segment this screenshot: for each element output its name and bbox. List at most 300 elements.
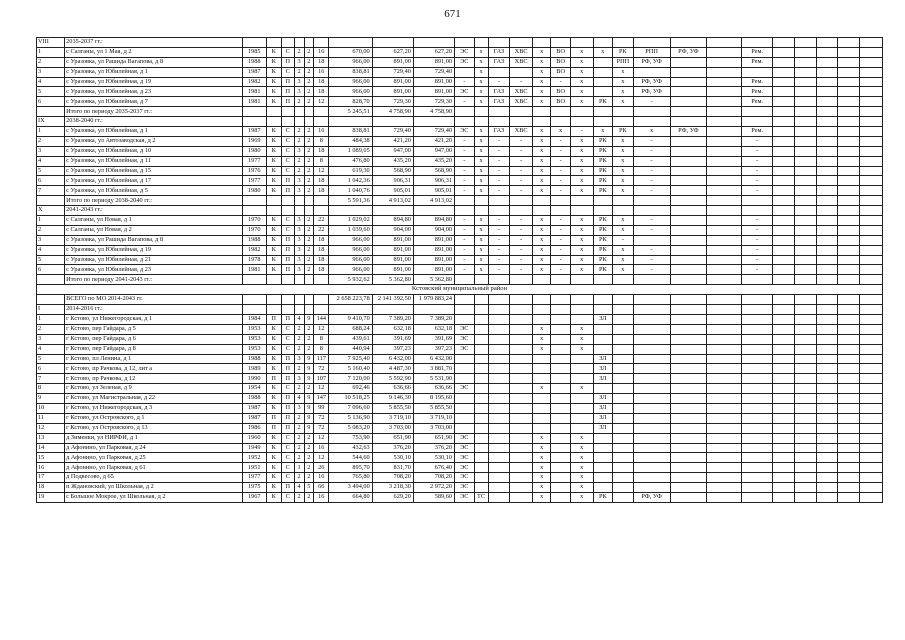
table-cell: [593, 117, 612, 127]
table-cell: [816, 255, 838, 265]
table-cell: [266, 117, 281, 127]
table-cell: ВО: [551, 47, 570, 57]
table-cell: РК: [593, 146, 612, 156]
table-cell: 708,20: [413, 473, 454, 483]
table-cell: ЗЛ: [593, 403, 612, 413]
table-cell: [532, 354, 550, 364]
table-cell: [613, 206, 634, 216]
table-cell: [860, 394, 883, 404]
table-cell: [670, 463, 707, 473]
table-cell: -: [488, 216, 510, 226]
table-cell: [773, 67, 795, 77]
table-cell: [455, 38, 474, 48]
table-row-item: [37, 77, 883, 87]
table-cell: 891,00: [413, 265, 454, 275]
table-cell: [613, 423, 634, 433]
table-cell: -: [488, 156, 510, 166]
table-cell: [773, 136, 795, 146]
table-cell: С: [281, 384, 294, 394]
table-cell: [795, 265, 817, 275]
table-cell: х: [570, 334, 593, 344]
table-cell: х: [474, 245, 488, 255]
table-cell: 2: [37, 225, 65, 235]
table-cell: [741, 314, 772, 324]
table-cell: [570, 117, 593, 127]
table-cell: х: [532, 255, 550, 265]
table-cell: -: [488, 146, 510, 156]
table-cell: х: [474, 67, 488, 77]
table-cell: [816, 97, 838, 107]
table-cell: [633, 67, 670, 77]
table-cell: [474, 107, 488, 117]
table-cell: [613, 275, 634, 285]
table-cell: 9: [304, 314, 314, 324]
table-cell: -: [488, 235, 510, 245]
table-cell: [838, 255, 860, 265]
table-cell: [474, 38, 488, 48]
table-row-total: [37, 275, 883, 285]
table-cell: 147: [314, 394, 329, 404]
table-cell: [551, 413, 570, 423]
table-cell: х: [532, 136, 550, 146]
table-cell: [816, 186, 838, 196]
table-cell: 9: [304, 403, 314, 413]
table-cell: [304, 295, 314, 305]
table-cell: х: [570, 483, 593, 493]
table-cell: [510, 473, 533, 483]
table-cell: 16: [314, 443, 329, 453]
table-cell: 66: [314, 483, 329, 493]
table-cell: [593, 324, 612, 334]
table-cell: [816, 295, 838, 305]
table-cell: [816, 314, 838, 324]
table-cell: П: [281, 176, 294, 186]
table-cell: х: [593, 127, 612, 137]
table-row-item: [37, 136, 883, 146]
table-cell: [860, 473, 883, 483]
table-cell: [816, 453, 838, 463]
table-cell: с Салганы, ул Новая, д 1: [65, 216, 243, 226]
table-cell: [281, 38, 294, 48]
table-cell: [488, 344, 510, 354]
table-cell: [741, 324, 772, 334]
table-cell: [613, 305, 634, 315]
table-cell: [633, 38, 670, 48]
table-cell: [795, 225, 817, 235]
table-cell: [707, 87, 742, 97]
table-cell: [741, 443, 772, 453]
table-cell: [570, 295, 593, 305]
table-cell: РК: [593, 255, 612, 265]
table-cell: П: [281, 483, 294, 493]
table-cell: С: [281, 463, 294, 473]
table-cell: [816, 364, 838, 374]
table-row-item: [37, 97, 883, 107]
table-cell: [570, 206, 593, 216]
table-cell: [633, 324, 670, 334]
table-cell: П: [281, 394, 294, 404]
table-cell: х: [532, 67, 550, 77]
table-cell: [294, 38, 304, 48]
table-cell: [551, 314, 570, 324]
table-cell: РК: [593, 225, 612, 235]
table-cell: [532, 423, 550, 433]
table-cell: 1980: [242, 186, 266, 196]
table-cell: [838, 196, 860, 206]
total-value: 4 758,90: [413, 107, 454, 117]
table-row-item: [37, 423, 883, 433]
table-cell: х: [474, 225, 488, 235]
table-cell: 1986: [242, 423, 266, 433]
table-cell: с Уразовка, ул Юбилейная, д 19: [65, 245, 243, 255]
table-cell: [795, 413, 817, 423]
table-row-item: [37, 384, 883, 394]
table-cell: [816, 57, 838, 67]
table-cell: 891,00: [372, 235, 413, 245]
table-cell: [532, 364, 550, 374]
table-cell: 2: [294, 324, 304, 334]
table-cell: [795, 255, 817, 265]
table-cell: [795, 206, 817, 216]
table-cell: х: [532, 225, 550, 235]
table-cell: [838, 107, 860, 117]
table-cell: [551, 433, 570, 443]
table-cell: -: [551, 166, 570, 176]
table-cell: х: [532, 57, 550, 67]
table-cell: К: [266, 57, 281, 67]
table-cell: [670, 176, 707, 186]
table-cell: [795, 136, 817, 146]
table-cell: [838, 324, 860, 334]
table-cell: -: [455, 186, 474, 196]
table-cell: [838, 344, 860, 354]
table-cell: [741, 394, 772, 404]
table-cell: [816, 87, 838, 97]
table-cell: х: [570, 463, 593, 473]
table-cell: [455, 364, 474, 374]
table-cell: [741, 196, 772, 206]
table-cell: [860, 324, 883, 334]
table-cell: [510, 394, 533, 404]
table-cell: -: [551, 265, 570, 275]
table-cell: [570, 364, 593, 374]
table-cell: [795, 127, 817, 137]
total-value: 5 591,36: [329, 196, 372, 206]
table-cell: 1: [37, 216, 65, 226]
table-cell: [707, 216, 742, 226]
table-cell: 1969: [242, 136, 266, 146]
table-cell: [570, 38, 593, 48]
table-cell: [474, 413, 488, 423]
table-cell: [488, 334, 510, 344]
table-cell: П: [281, 186, 294, 196]
table-cell: [741, 413, 772, 423]
table-cell: -: [741, 146, 772, 156]
table-cell: [329, 206, 372, 216]
table-cell: [37, 196, 65, 206]
table-cell: [816, 413, 838, 423]
table-cell: 1989: [242, 364, 266, 374]
table-cell: [795, 57, 817, 67]
table-cell: 530,10: [413, 453, 454, 463]
table-cell: 2: [304, 146, 314, 156]
table-cell: ГАЗ: [488, 97, 510, 107]
table-cell: К: [266, 265, 281, 275]
section-label: 2041-2043 гг.:: [65, 206, 243, 216]
table-cell: [266, 305, 281, 315]
table-cell: 895,70: [329, 463, 372, 473]
table-cell: [372, 38, 413, 48]
table-cell: [474, 334, 488, 344]
table-cell: ВО: [551, 67, 570, 77]
table-cell: [816, 463, 838, 473]
table-cell: 636,66: [372, 384, 413, 394]
table-cell: 2: [294, 423, 304, 433]
table-cell: К: [266, 463, 281, 473]
table-cell: [593, 87, 612, 97]
table-row-item: [37, 146, 883, 156]
table-cell: [510, 67, 533, 77]
table-cell: 3: [37, 146, 65, 156]
table-cell: ЭС: [455, 483, 474, 493]
table-cell: х: [570, 97, 593, 107]
table-cell: [838, 423, 860, 433]
table-cell: 8: [314, 136, 329, 146]
table-cell: -: [633, 186, 670, 196]
table-cell: [707, 186, 742, 196]
table-cell: [707, 305, 742, 315]
table-cell: 3: [294, 77, 304, 87]
table-cell: 3: [294, 354, 304, 364]
table-cell: 435,20: [413, 156, 454, 166]
table-cell: 1951: [242, 463, 266, 473]
table-cell: 1954: [242, 384, 266, 394]
table-cell: д Афонино, ул Парковая, д 61: [65, 463, 243, 473]
table-cell: г Кстово, ул Зеленая, д 9: [65, 384, 243, 394]
table-cell: ЭС: [455, 443, 474, 453]
table-cell: 9: [304, 374, 314, 384]
table-cell: Рем.: [741, 97, 772, 107]
table-cell: 3 719,10: [372, 413, 413, 423]
table-cell: [707, 275, 742, 285]
table-cell: с Уразовка, ул Рашида Вагапова, д 8: [65, 235, 243, 245]
table-cell: РПП: [613, 57, 634, 67]
table-cell: [570, 196, 593, 206]
table-cell: [795, 374, 817, 384]
section-label: 2038-2040 гг.:: [65, 117, 243, 127]
table-cell: [795, 216, 817, 226]
table-cell: [741, 483, 772, 493]
table-cell: 72: [314, 364, 329, 374]
table-cell: [304, 275, 314, 285]
table-cell: 1 042,36: [329, 176, 372, 186]
table-cell: [707, 206, 742, 216]
table-cell: [860, 225, 883, 235]
table-cell: [838, 216, 860, 226]
table-cell: [707, 334, 742, 344]
table-cell: К: [266, 245, 281, 255]
table-cell: [773, 265, 795, 275]
table-cell: -: [551, 225, 570, 235]
table-cell: 13: [37, 433, 65, 443]
table-cell: 6 432,00: [413, 354, 454, 364]
table-cell: РК: [593, 492, 612, 502]
table-cell: [741, 433, 772, 443]
table-cell: [741, 334, 772, 344]
table-cell: х: [570, 136, 593, 146]
table-cell: 18: [314, 186, 329, 196]
table-cell: [570, 275, 593, 285]
table-cell: 10: [37, 403, 65, 413]
table-cell: [838, 57, 860, 67]
table-cell: ГАЗ: [488, 47, 510, 57]
total-value: 4 913,02: [413, 196, 454, 206]
table-cell: -: [741, 156, 772, 166]
table-cell: 2: [304, 324, 314, 334]
table-cell: С: [281, 225, 294, 235]
table-cell: 729,30: [413, 97, 454, 107]
table-cell: [860, 196, 883, 206]
table-cell: 5 855,50: [372, 403, 413, 413]
table-cell: С: [281, 156, 294, 166]
table-cell: [741, 374, 772, 384]
table-cell: [570, 107, 593, 117]
table-cell: -: [488, 186, 510, 196]
table-cell: х: [570, 443, 593, 453]
table-cell: П: [281, 314, 294, 324]
table-cell: П: [281, 413, 294, 423]
table-cell: РФ, УФ: [670, 127, 707, 137]
table-cell: 1970: [242, 225, 266, 235]
table-cell: [707, 295, 742, 305]
table-cell: [510, 433, 533, 443]
table-cell: х: [570, 57, 593, 67]
table-cell: К: [266, 492, 281, 502]
table-cell: д Подвесово, д 65: [65, 473, 243, 483]
table-cell: х: [532, 216, 550, 226]
table-cell: -: [510, 77, 533, 87]
table-cell: [838, 384, 860, 394]
table-cell: х: [570, 186, 593, 196]
table-cell: [281, 117, 294, 127]
table-cell: [707, 47, 742, 57]
table-cell: 7: [37, 374, 65, 384]
table-cell: [838, 364, 860, 374]
table-row-section: [37, 206, 883, 216]
table-cell: 1988: [242, 57, 266, 67]
table-cell: [795, 324, 817, 334]
table-cell: С: [281, 127, 294, 137]
table-cell: [795, 344, 817, 354]
table-cell: [633, 206, 670, 216]
table-cell: [551, 206, 570, 216]
table-cell: 15: [37, 453, 65, 463]
table-cell: х: [474, 87, 488, 97]
table-cell: [551, 403, 570, 413]
table-cell: -: [551, 176, 570, 186]
table-cell: [510, 196, 533, 206]
table-cell: РФ, УФ: [633, 87, 670, 97]
table-cell: д Афонино, ул Парковая, д 24: [65, 443, 243, 453]
table-cell: [816, 423, 838, 433]
table-cell: 2: [304, 433, 314, 443]
table-cell: [860, 374, 883, 384]
table-cell: [266, 196, 281, 206]
table-cell: П: [266, 314, 281, 324]
table-cell: [773, 156, 795, 166]
table-cell: 6: [37, 265, 65, 275]
table-cell: 3: [294, 245, 304, 255]
table-cell: 4: [294, 394, 304, 404]
table-cell: -: [488, 255, 510, 265]
table-cell: г Кстово, пр Рачкова, д 12: [65, 374, 243, 384]
table-cell: [707, 77, 742, 87]
table-cell: [551, 334, 570, 344]
table-cell: -: [510, 186, 533, 196]
table-cell: [707, 384, 742, 394]
table-cell: [532, 107, 550, 117]
table-cell: С: [281, 433, 294, 443]
table-cell: П: [281, 57, 294, 67]
table-row-section: [37, 305, 883, 315]
table-cell: [488, 453, 510, 463]
table-cell: 6: [37, 97, 65, 107]
table-row-item: [37, 255, 883, 265]
table-cell: 16: [314, 67, 329, 77]
table-cell: [510, 463, 533, 473]
table-cell: 966,00: [329, 57, 372, 67]
table-cell: -: [741, 225, 772, 235]
table-cell: [741, 403, 772, 413]
table-cell: [707, 166, 742, 176]
table-cell: -: [741, 136, 772, 146]
table-cell: 2: [294, 443, 304, 453]
table-cell: [773, 245, 795, 255]
table-cell: [329, 117, 372, 127]
table-cell: 2: [304, 156, 314, 166]
table-cell: [474, 473, 488, 483]
table-cell: [741, 423, 772, 433]
table-cell: [613, 483, 634, 493]
table-cell: [795, 394, 817, 404]
table-cell: [314, 206, 329, 216]
table-cell: [773, 107, 795, 117]
total-label: Итого по периоду 2038-2040 гг.:: [65, 196, 243, 206]
table-cell: 22: [314, 216, 329, 226]
table-cell: х: [613, 146, 634, 156]
table-cell: С: [281, 166, 294, 176]
table-cell: [670, 216, 707, 226]
table-cell: 17: [37, 473, 65, 483]
table-cell: [281, 206, 294, 216]
table-cell: 753,90: [329, 433, 372, 443]
table-cell: [488, 305, 510, 315]
table-cell: 2: [294, 97, 304, 107]
table-cell: [551, 473, 570, 483]
table-cell: [838, 354, 860, 364]
table-cell: [488, 314, 510, 324]
table-cell: х: [532, 483, 550, 493]
table-cell: [633, 453, 670, 463]
table-cell: [613, 433, 634, 443]
table-cell: [795, 354, 817, 364]
table-cell: [795, 77, 817, 87]
table-cell: [670, 38, 707, 48]
table-cell: 3: [294, 216, 304, 226]
table-cell: 729,40: [413, 67, 454, 77]
table-cell: 2: [304, 334, 314, 344]
table-cell: [670, 186, 707, 196]
